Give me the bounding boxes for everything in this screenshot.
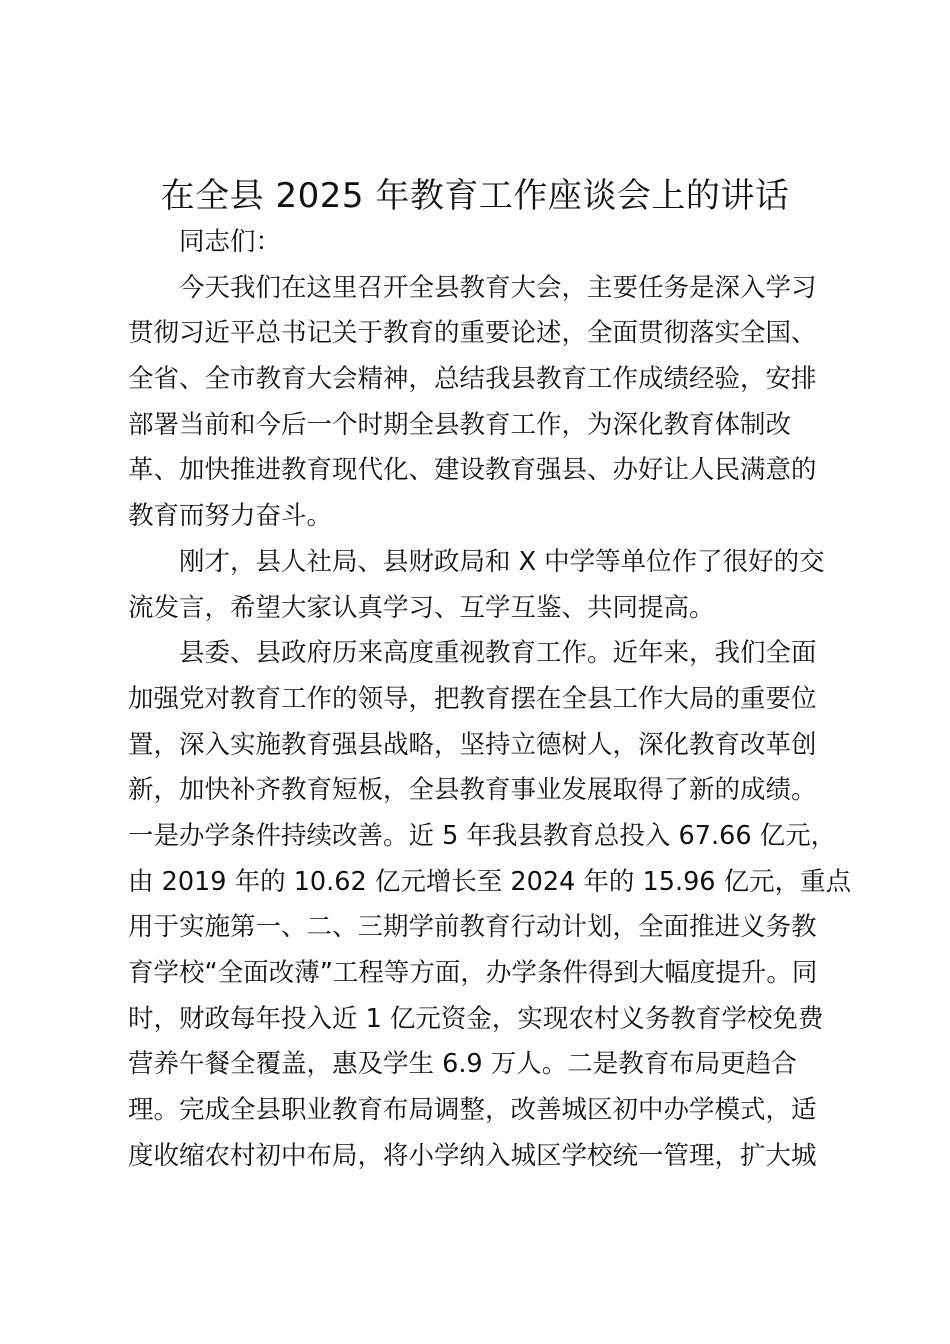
text-line: 度收缩农村初中布局，将小学纳入城区学校统一管理，扩大城 — [128, 1140, 817, 1171]
text-line: 刚才，县人社局、县财政局和 X 中学等单位作了很好的交 — [179, 546, 825, 577]
text-line: 一是办学条件持续改善。近 5 年我县教育总投入 67.66 亿元， — [128, 820, 837, 851]
text-line: 教育而努力奋斗。 — [128, 501, 333, 532]
text-line: 全省、全市教育大会精神，总结我县教育工作成绩经验，安排 — [128, 364, 817, 395]
paragraph-2 — [128, 540, 828, 631]
text-line: 流发言，希望大家认真学习、互学互鉴、共同提高。 — [128, 592, 715, 623]
paragraph-3 — [128, 631, 852, 1179]
document-title: 在全县 2025 年教育工作座谈会上的讲话 — [160, 176, 790, 216]
text-line: 理。完成全县职业教育布局调整，改善城区初中办学模式，适 — [128, 1095, 817, 1126]
text-line: 加强党对教育工作的领导，把教育摆在全县工作大局的重要位 — [128, 683, 817, 714]
document-body — [128, 220, 852, 1179]
paragraph-1 — [128, 266, 828, 540]
text-line: 时，财政每年投入近 1 亿元资金，实现农村义务教育学校免费 — [128, 1003, 824, 1034]
salutation-text: 同志们： — [179, 227, 282, 257]
text-line: 置，深入实施教育强县战略，坚持立德树人，深化教育改革创 — [128, 729, 817, 760]
text-line: 部署当前和今后一个时期全县教育工作，为深化教育体制改 — [128, 409, 792, 440]
text-line: 革、加快推进教育现代化、建设教育强县、办好让人民满意的 — [128, 455, 817, 486]
salutation — [128, 220, 828, 266]
text-line: 育学校“全面改薄”工程等方面，办学条件得到大幅度提升。同 — [128, 958, 818, 988]
text-line: 由 2019 年的 10.62 亿元增长至 2024 年的 15.96 亿元，重点 — [128, 866, 852, 897]
text-line: 用于实施第一、二、三期学前教育行动计划，全面推进义务教 — [128, 912, 817, 943]
text-line: 营养午餐全覆盖，惠及学生 6.9 万人。二是教育布局更趋合 — [128, 1049, 797, 1080]
text-line: 新，加快补齐教育短板，全县教育事业发展取得了新的成绩。 — [128, 775, 817, 806]
text-line: 县委、县政府历来高度重视教育工作。近年来，我们全面 — [179, 638, 817, 669]
text-line: 今天我们在这里召开全县教育大会，主要任务是深入学习 — [179, 272, 817, 303]
text-line: 贯彻习近平总书记关于教育的重要论述，全面贯彻落实全国、 — [128, 318, 817, 349]
